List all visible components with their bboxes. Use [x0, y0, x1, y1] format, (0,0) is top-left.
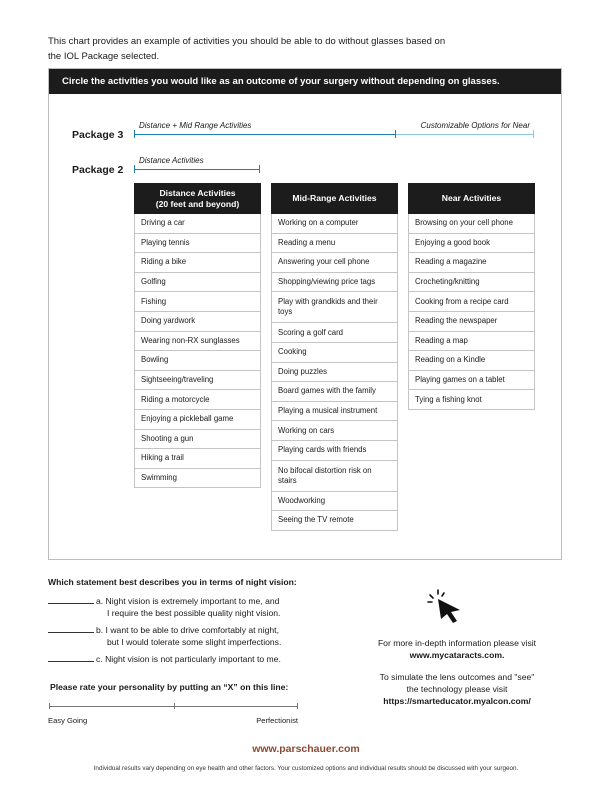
- package-3-range-label: Distance + Mid Range Activities: [139, 121, 252, 130]
- near-header-title: Near Activities: [441, 193, 502, 203]
- activity-item[interactable]: Doing puzzles: [271, 363, 398, 383]
- option-c-line-1: c. Night vision is not particularly important to me.: [96, 654, 281, 664]
- activity-item[interactable]: Reading on a Kindle: [408, 351, 535, 371]
- intro-line-2: the IOL Package selected.: [48, 51, 160, 62]
- scale-left-tick: [49, 703, 50, 709]
- activity-item[interactable]: Tying a fishing knot: [408, 390, 535, 410]
- distance-header-line-1: Distance Activities: [159, 187, 236, 198]
- activity-item[interactable]: Enjoying a pickleball game: [134, 410, 261, 430]
- answer-blank-c[interactable]: [48, 661, 94, 662]
- activity-item[interactable]: Fishing: [134, 292, 261, 312]
- package-3-range-line: [134, 134, 396, 135]
- activity-item[interactable]: Reading a magazine: [408, 253, 535, 273]
- activity-item[interactable]: Crocheting/knitting: [408, 273, 535, 293]
- smarteducator-link[interactable]: https://smarteducator.myalcon.com/: [383, 696, 531, 706]
- package-3-end-tick: [533, 130, 534, 138]
- package-3-optional-label: Customizable Options for Near: [420, 121, 530, 130]
- activity-item[interactable]: Playing cards with friends: [271, 441, 398, 461]
- activity-item[interactable]: Play with grandkids and their toys: [271, 292, 398, 323]
- activity-item[interactable]: Hiking a trail: [134, 449, 261, 469]
- distance-activities-column: [134, 183, 261, 488]
- night-vision-option-b: [48, 624, 318, 648]
- package-2-end-tick: [259, 165, 260, 173]
- activity-item[interactable]: Golfing: [134, 273, 261, 293]
- activity-item[interactable]: Riding a bike: [134, 253, 261, 273]
- cursor-click-icon: [426, 588, 468, 624]
- activity-item[interactable]: Driving a car: [134, 214, 261, 234]
- activity-item[interactable]: Riding a motorcycle: [134, 390, 261, 410]
- activity-item[interactable]: Sightseeing/traveling: [134, 371, 261, 391]
- activity-item[interactable]: Shopping/viewing price tags: [271, 273, 398, 293]
- activity-item[interactable]: No bifocal distortion risk on stairs: [271, 461, 398, 492]
- activity-item[interactable]: Doing yardwork: [134, 312, 261, 332]
- activity-item[interactable]: Playing a musical instrument: [271, 402, 398, 422]
- activity-item[interactable]: Reading the newspaper: [408, 312, 535, 332]
- mycataracts-link[interactable]: www.mycataracts.com.: [409, 650, 505, 660]
- mid-range-header-title: Mid-Range Activities: [292, 193, 377, 203]
- activity-item[interactable]: Working on cars: [271, 421, 398, 441]
- activity-item[interactable]: Playing tennis: [134, 234, 261, 254]
- option-b-line-1: b. I want to be able to drive comfortably at night,: [96, 625, 279, 635]
- activity-item[interactable]: Swimming: [134, 469, 261, 489]
- personality-prompt: Please rate your personality by putting an “X” on this line:: [50, 682, 289, 692]
- activity-item[interactable]: Board games with the family: [271, 382, 398, 402]
- activity-item[interactable]: Wearing non-RX sunglasses: [134, 332, 261, 352]
- footer-website-link[interactable]: www.parschauer.com: [252, 743, 360, 755]
- activity-item[interactable]: Scoring a golf card: [271, 323, 398, 343]
- instruction-banner: Circle the activities you would like as an outcome of your surgery without depending on glasses.: [49, 69, 561, 94]
- activity-item[interactable]: Playing games on a tablet: [408, 371, 535, 391]
- scale-mid-tick: [174, 703, 175, 709]
- package-2-start-tick: [134, 165, 135, 173]
- activity-item[interactable]: Bowling: [134, 351, 261, 371]
- activity-item[interactable]: Enjoying a good book: [408, 234, 535, 254]
- near-activities-column: [408, 183, 535, 410]
- activity-item[interactable]: Seeing the TV remote: [271, 511, 398, 531]
- intro-line-1: This chart provides an example of activities you should be able to do without glasses based on: [48, 36, 446, 47]
- activity-item[interactable]: Cooking from a recipe card: [408, 292, 535, 312]
- night-vision-option-a: [48, 595, 318, 619]
- activity-item[interactable]: Cooking: [271, 343, 398, 363]
- answer-blank-b[interactable]: [48, 632, 94, 633]
- mid-range-activities-column: [271, 183, 398, 531]
- package-3-optional-line: [396, 134, 534, 135]
- package-2-range-label: Distance Activities: [139, 156, 204, 165]
- activity-item[interactable]: Woodworking: [271, 492, 398, 512]
- package-3-label: Package 3: [72, 129, 124, 141]
- info-line-1: For more in-depth information please visit: [377, 638, 537, 648]
- answer-blank-a[interactable]: [48, 603, 94, 604]
- scale-left-label: Easy Going: [48, 716, 88, 725]
- option-a-line-1: a. Night vision is extremely important to me, and: [96, 596, 280, 606]
- info-line-3: the technology please visit: [406, 684, 508, 694]
- activity-item[interactable]: Answering your cell phone: [271, 253, 398, 273]
- option-a-line-2: I require the best possible quality night vision.: [107, 608, 281, 618]
- scale-right-label: Perfectionist: [256, 716, 298, 725]
- night-vision-question: Which statement best describes you in terms of night vision:: [48, 577, 297, 587]
- package-3-mid-tick: [395, 130, 396, 138]
- package-2-range-line: [134, 169, 260, 170]
- option-b-line-2: but I would tolerate some slight imperfections.: [107, 637, 282, 647]
- near-activities-header: [408, 183, 535, 214]
- info-line-2: To simulate the lens outcomes and "see": [379, 672, 535, 682]
- info-block: [350, 637, 564, 707]
- activity-item[interactable]: Reading a menu: [271, 234, 398, 254]
- distance-header-line-2: (20 feet and beyond): [155, 198, 240, 209]
- activity-item[interactable]: Shooting a gun: [134, 430, 261, 450]
- distance-activities-header: [134, 183, 261, 214]
- activity-item[interactable]: Working on a computer: [271, 214, 398, 234]
- activity-item[interactable]: Browsing on your cell phone: [408, 214, 535, 234]
- footer-disclaimer: Individual results vary depending on eye health and other factors. Your customized options and individual results should be discussed with your surgeon.: [93, 765, 519, 772]
- package-2-label: Package 2: [72, 164, 124, 176]
- mid-range-activities-header: [271, 183, 398, 214]
- night-vision-option-c: [48, 653, 318, 665]
- package-3-start-tick: [134, 130, 135, 138]
- scale-right-tick: [297, 703, 298, 709]
- activity-item[interactable]: Reading a map: [408, 332, 535, 352]
- intro-text: [48, 34, 488, 64]
